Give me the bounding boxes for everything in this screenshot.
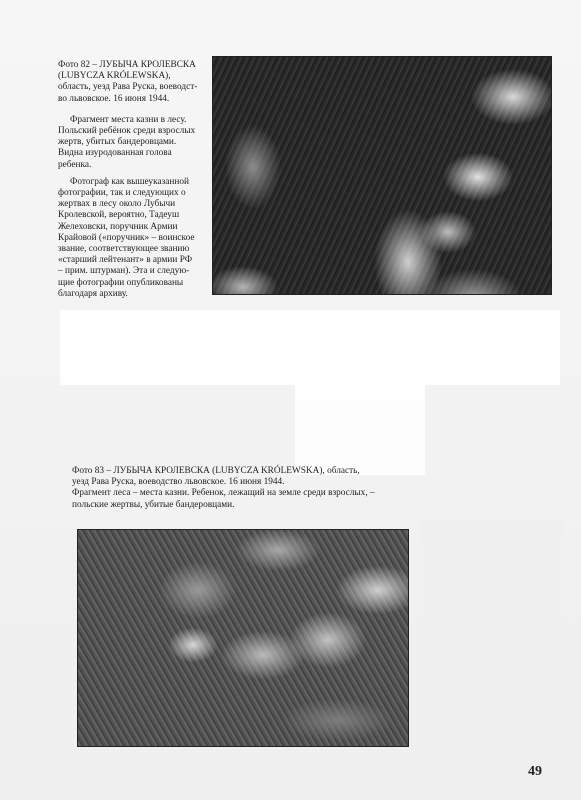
- caption-line: Фото 82 – ЛУБЫЧА КРОЛЕВСКА: [58, 60, 196, 70]
- caption-line: Кролевской, вероятно, Тадеуш: [58, 210, 180, 221]
- photo-82-caption: [58, 60, 208, 300]
- caption-line: область, уезд Рава Руска, воеводст-: [58, 82, 198, 93]
- caption-line: польские жертвы, убитые бандеровцами.: [72, 499, 235, 510]
- caption-line: благодаря архиву.: [58, 288, 128, 299]
- caption-line: во львовское. 16 июня 1944.: [58, 93, 170, 104]
- photo-82: [212, 56, 552, 295]
- scan-blank-area: [420, 520, 565, 750]
- caption-line: Фото 83 – ЛУБЫЧА КРОЛЕВСКА (LUBYCZA KRÓLEWSKA), область,: [72, 466, 360, 476]
- caption-line: Польский ребёнок среди взрослых: [58, 126, 196, 137]
- caption-line: жертв, убитых бандеровцами.: [58, 137, 177, 148]
- page-number: 49: [528, 764, 542, 779]
- caption-line: Крайовой («поручник» – воинское: [58, 232, 195, 243]
- scan-blank-area: [295, 385, 425, 475]
- caption-line: Фрагмент леса – места казни. Ребенок, лежащий на земле среди взрослых, –: [72, 488, 375, 499]
- caption-line: фотографии, так и следующих о: [58, 188, 186, 199]
- caption-line: уезд Рава Руска, воеводство львовское. 16 июня 1944.: [72, 477, 285, 488]
- caption-line: Видна изуродованная голова: [58, 148, 172, 159]
- caption-line: (LUBYCZA KRÓLEWSKA),: [58, 71, 171, 82]
- scan-blank-area: [60, 310, 560, 385]
- caption-line: Фотограф как вышеуказанной: [70, 176, 189, 187]
- caption-line: жертвах в лесу около Лубычи: [58, 199, 176, 210]
- photo-83-caption: [72, 466, 412, 511]
- caption-line: звание, соответствующее званию: [58, 244, 190, 255]
- caption-line: «старший лейтенант» в армии РФ: [58, 255, 193, 266]
- caption-line: Желеховски, поручник Армии: [58, 221, 178, 232]
- caption-line: ребенка.: [58, 159, 92, 170]
- photo-83: [77, 529, 409, 747]
- caption-line: – прим. штурман). Эта и следую-: [58, 266, 190, 277]
- caption-line: Фрагмент места казни в лесу.: [70, 114, 187, 125]
- caption-line: щие фотографии опубликованы: [58, 277, 184, 288]
